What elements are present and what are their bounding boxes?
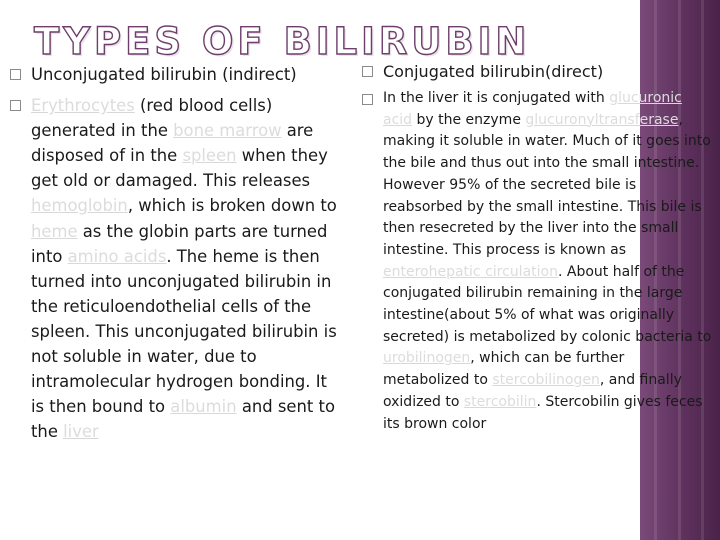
body-text-segment: and sent to the xyxy=(31,397,335,442)
body-text-segment: (red blood cells) generated in the xyxy=(31,96,273,141)
hyperlink[interactable]: amino acids xyxy=(67,246,167,266)
right-body-text xyxy=(383,90,711,432)
left-heading-item xyxy=(10,62,340,87)
hyperlink[interactable]: stercobilinogen xyxy=(492,372,600,389)
hyperlink[interactable]: Erythrocytes xyxy=(31,96,135,116)
square-bullet-icon xyxy=(10,100,21,111)
hyperlink[interactable]: hemoglobin xyxy=(31,196,128,216)
square-bullet-icon xyxy=(10,69,21,80)
left-column xyxy=(10,62,340,444)
hyperlink[interactable]: glucuronic acid xyxy=(383,90,682,128)
body-text-segment: as the globin parts are turned into xyxy=(31,221,328,266)
hyperlink[interactable]: bone marrow xyxy=(173,121,282,141)
body-text-segment: . About half of the conjugated bilirubin remaining in the large intestine(about 5% of what was originally secreted) is metabolized by colonic bacteria to xyxy=(383,263,712,345)
body-text-segment: , making it soluble in water. Much of it goes into the bile and thus out into the small intestine. However 95% of the secreted bile is reabsorbed by the small intestine. This bile is then resecreted by the liver into the small intestine. This process is known as xyxy=(383,111,711,258)
hyperlink[interactable]: stercobilin xyxy=(463,393,537,410)
square-bullet-icon xyxy=(362,66,373,77)
hyperlink[interactable]: urobilinogen xyxy=(383,350,471,367)
hyperlink[interactable]: liver xyxy=(63,422,99,442)
slide-title: TYPES OF BILIRUBIN xyxy=(34,20,531,63)
body-text-segment: In the liver it is conjugated with xyxy=(383,90,610,106)
body-text-segment: . The heme is then turned into unconjugated bilirubin in the reticuloendothelial cells of the spleen. This unconjugated bilirubin is not soluble in water, due to intramolecular hydrogen bonding. It is then bound to xyxy=(31,246,337,417)
hyperlink[interactable]: spleen xyxy=(182,146,237,166)
body-text-segment: by the enzyme xyxy=(412,111,526,128)
right-heading-item xyxy=(362,60,714,84)
body-text-segment: , which is broken down to xyxy=(127,196,337,216)
hyperlink[interactable]: albumin xyxy=(170,397,237,417)
left-body-text xyxy=(31,96,337,441)
hyperlink[interactable]: enterohepatic circulation xyxy=(383,263,558,280)
left-body-item xyxy=(10,93,340,444)
hyperlink[interactable]: glucuronyltransferase xyxy=(525,111,679,128)
hyperlink[interactable]: heme xyxy=(31,221,78,241)
body-text-segment: when they get old or damaged. This releases xyxy=(31,146,328,191)
left-heading: Unconjugated bilirubin (indirect) xyxy=(31,65,297,84)
right-heading: Conjugated bilirubin(direct) xyxy=(383,62,604,81)
body-text-segment: , which can be further metabolized to xyxy=(383,350,625,389)
right-body-item xyxy=(362,88,714,435)
square-bullet-icon xyxy=(362,94,373,105)
body-text-segment: , and finally oxidized to xyxy=(383,372,682,410)
body-text-segment: are disposed of in the xyxy=(31,121,314,166)
right-column xyxy=(362,60,714,435)
body-text-segment: . Stercobilin gives feces its brown color xyxy=(383,393,703,432)
